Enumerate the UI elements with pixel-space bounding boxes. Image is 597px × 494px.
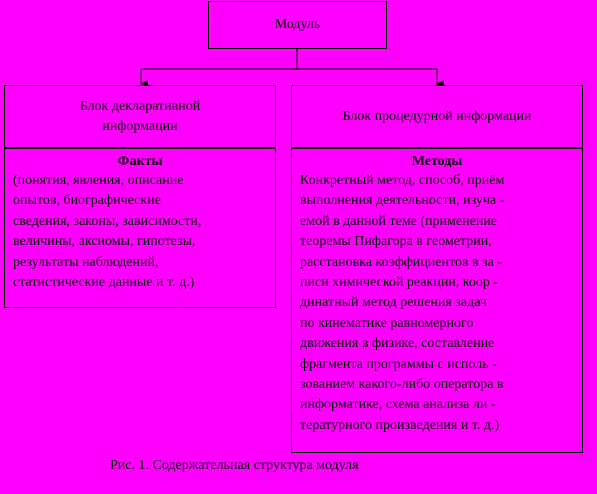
- procedural-block-title: Блок процедурной информации: [342, 108, 532, 124]
- procedural-block-header: [291, 85, 583, 148]
- facts-heading: Факты: [117, 154, 163, 169]
- declarative-block-header: [4, 85, 276, 148]
- module-box: [208, 1, 387, 49]
- declarative-block-title: Блок декларативной информации: [79, 98, 201, 134]
- figure-caption: Рис. 1. Содержательная структура модуля: [110, 458, 359, 473]
- procedural-block-body: [291, 148, 583, 453]
- declarative-block-body: [4, 148, 276, 308]
- methods-heading: Методы: [411, 154, 463, 169]
- module-title: Модуль: [274, 17, 321, 32]
- methods-description: Конкретный метод, способ, приём выполнения деятельности, изуча - емой в данной теме (применение теоремы Пифагора в геометрии, расстановка коэффициентов в за - писи химической реакции, коор - динатный метод решения задач по кинематике равномерного движения в физике, составление фрагмента программы с исполь - зованием какого-либо оператора в информатике, схема анализа ли - тературного произведения и т. д.): [300, 173, 505, 433]
- facts-description: (понятия, явления, описание опытов, биографические сведения, законы, зависимости, величины, аксиомы, гипотезы, результаты наблюдений, статистические данные и т. д.): [13, 173, 202, 291]
